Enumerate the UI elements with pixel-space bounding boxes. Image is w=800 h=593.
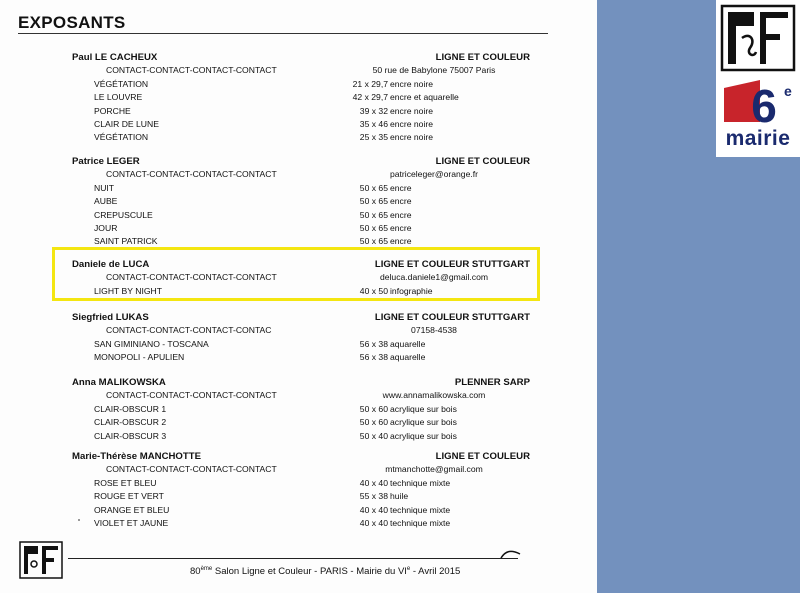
footer-edition-suffix: ème — [200, 566, 213, 572]
exhibitor-header-row — [0, 377, 597, 390]
artwork-title: CLAIR-OBSCUR 3 — [94, 430, 167, 441]
contact-label: CONTACT-CONTACT-CONTACT-CONTACT — [106, 169, 277, 180]
exhibitor-name: Anna MALIKOWSKA — [72, 377, 166, 388]
contact-value: mtmanchotte@gmail.com — [385, 464, 483, 475]
artwork-title: NUIT — [94, 182, 115, 193]
contact-value: patriceleger@orange.fr — [389, 169, 479, 180]
artwork-technique: aquarelle — [390, 338, 426, 349]
artwork-size: 25 x 35 — [359, 132, 388, 143]
page-heading: EXPOSANTS — [18, 13, 126, 32]
contact-value: 50 rue de Babylone 75007 Paris — [372, 65, 496, 76]
exhibitor-association: PLENNER SARP — [454, 377, 530, 388]
artwork-title: CLAIR-OBSCUR 1 — [94, 403, 167, 414]
artwork-size: 50 x 60 — [359, 417, 388, 428]
artwork-technique: encre noire — [390, 118, 433, 129]
artwork-title: VIOLET ET JAUNE — [94, 517, 169, 528]
artwork-size: 56 x 38 — [359, 352, 388, 363]
artwork-row — [0, 404, 597, 417]
exhibitor-header-row — [0, 312, 597, 325]
artwork-size: 40 x 50 — [359, 285, 388, 296]
artwork-technique: encre et aquarelle — [390, 92, 459, 103]
contact-row — [0, 464, 597, 477]
artwork-title: CLAIR DE LUNE — [94, 118, 159, 129]
artwork-title: MONOPOLI - APULIEN — [94, 352, 185, 363]
artwork-title: LIGHT BY NIGHT — [94, 285, 162, 296]
artwork-row — [0, 339, 597, 352]
contact-label: CONTACT-CONTACT-CONTACT-CONTACT — [106, 390, 277, 401]
contact-label: CONTACT-CONTACT-CONTACT-CONTACT — [106, 65, 277, 76]
artwork-row — [0, 431, 597, 444]
contact-row — [0, 65, 597, 78]
artwork-row — [0, 505, 597, 518]
artwork-size: 50 x 65 — [359, 196, 388, 207]
artwork-size: 50 x 60 — [359, 403, 388, 414]
artwork-title: CREPUSCULE — [94, 209, 153, 220]
contact-row — [0, 390, 597, 403]
artwork-size: 39 x 32 — [359, 105, 388, 116]
contact-value: deluca.daniele1@gmail.com — [379, 272, 489, 283]
artwork-size: 56 x 38 — [359, 338, 388, 349]
footer-rule — [68, 558, 518, 559]
contact-label: CONTACT-CONTACT-CONTACT-CONTACT — [106, 464, 277, 475]
artwork-technique: aquarelle — [390, 352, 426, 363]
footer-edition-number: 80 — [190, 566, 201, 578]
artwork-technique: technique mixte — [390, 477, 451, 488]
contact-value: www.annamalikowska.com — [382, 390, 486, 401]
artwork-technique: huile — [390, 491, 409, 502]
contact-label: CONTACT-CONTACT-CONTACT-CONTACT — [106, 272, 277, 283]
exhibitor-name: Marie-Thérèse MANCHOTTE — [72, 451, 202, 462]
artwork-technique: acrylique sur bois — [390, 430, 457, 441]
exhibitor-block — [0, 52, 597, 146]
exhibitor-name: Patrice LEGER — [72, 156, 140, 167]
artwork-technique: technique mixte — [390, 504, 451, 515]
artwork-technique: encre — [390, 209, 412, 220]
artwork-size: 50 x 65 — [359, 222, 388, 233]
sixth-superscript: e — [784, 83, 792, 99]
artwork-title: VÉGÉTATION — [94, 132, 149, 143]
heading-rule — [18, 33, 548, 34]
artwork-technique: infographie — [390, 285, 433, 296]
artwork-size: 40 x 40 — [359, 477, 388, 488]
artwork-title: VÉGÉTATION — [94, 78, 149, 89]
exhibitor-association: LIGNE ET COULEUR STUTTGART — [374, 312, 530, 323]
artwork-size: 35 x 46 — [359, 118, 388, 129]
artwork-size: 40 x 40 — [359, 517, 388, 528]
artwork-technique: acrylique sur bois — [390, 417, 457, 428]
artwork-size: 21 x 29,7 — [352, 78, 388, 89]
artwork-size: 50 x 65 — [359, 236, 388, 247]
artwork-size: 50 x 65 — [359, 209, 388, 220]
exhibitor-association: LIGNE ET COULEUR — [435, 451, 530, 462]
artwork-title: PORCHE — [94, 105, 131, 116]
artwork-title: ROSE ET BLEU — [94, 477, 157, 488]
artwork-technique: encre noire — [390, 105, 433, 116]
sixth-digit: 6 — [751, 80, 777, 126]
contact-row — [0, 169, 597, 182]
exhibitor-name: Paul LE CACHEUX — [72, 52, 158, 63]
exhibitor-header-row — [0, 52, 597, 65]
artwork-technique: acrylique sur bois — [390, 403, 457, 414]
artwork-row — [0, 183, 597, 196]
swash-ornament-icon — [500, 548, 522, 562]
artwork-technique: encre — [390, 236, 412, 247]
exhibitor-name: Daniele de LUCA — [72, 259, 150, 270]
contact-row — [0, 325, 597, 338]
artwork-technique: encre — [390, 196, 412, 207]
footer-caption — [190, 566, 460, 577]
artwork-row — [0, 491, 597, 504]
artwork-row — [0, 518, 597, 531]
exhibitor-header-row — [0, 156, 597, 169]
salon-emblem-icon — [720, 4, 796, 72]
salon-logo-icon — [18, 540, 64, 580]
exhibitor-name: Siegfried LUKAS — [72, 312, 149, 323]
artwork-size: 50 x 40 — [359, 430, 388, 441]
exhibitor-association: LIGNE ET COULEUR — [435, 52, 530, 63]
exhibitor-association: LIGNE ET COULEUR STUTTGART — [374, 259, 530, 270]
artwork-row — [0, 223, 597, 236]
artwork-row — [0, 210, 597, 223]
artwork-technique: encre — [390, 182, 412, 193]
logo-block — [716, 0, 800, 157]
artwork-title: ROUGE ET VERT — [94, 491, 164, 502]
artwork-title: JOUR — [94, 222, 118, 233]
scan-speck — [78, 519, 80, 521]
mairie-label: mairie — [725, 127, 791, 150]
footer-caption-middle: Salon Ligne et Couleur - PARIS - Mairie du VI — [212, 566, 407, 578]
highlight-box — [52, 247, 540, 301]
contact-label: CONTACT-CONTACT-CONTACT-CONTAC — [106, 325, 272, 336]
artwork-technique: encre noire — [390, 132, 433, 143]
artwork-technique: technique mixte — [390, 517, 451, 528]
artwork-row — [0, 79, 597, 92]
artwork-row — [0, 92, 597, 105]
artwork-row — [0, 119, 597, 132]
artwork-title: AUBE — [94, 196, 118, 207]
artwork-row — [0, 417, 597, 430]
artwork-technique: encre noire — [390, 78, 433, 89]
artwork-size: 50 x 65 — [359, 182, 388, 193]
artwork-size: 42 x 29,7 — [352, 92, 388, 103]
artwork-title: LE LOUVRE — [94, 92, 143, 103]
artwork-row — [0, 352, 597, 365]
sixth-arrondissement-icon — [720, 78, 796, 126]
footer-arrondissement-suffix: e — [406, 566, 411, 572]
exhibitor-association: LIGNE ET COULEUR — [435, 156, 530, 167]
exhibitor-header-row — [0, 451, 597, 464]
artwork-row — [0, 106, 597, 119]
footer-caption-end: - Avril 2015 — [410, 566, 461, 578]
artwork-title: CLAIR-OBSCUR 2 — [94, 417, 167, 428]
artwork-technique: encre — [390, 222, 412, 233]
exhibitor-block — [0, 156, 597, 250]
artwork-size: 55 x 38 — [359, 491, 388, 502]
exhibitor-block — [0, 312, 597, 366]
artwork-size: 40 x 40 — [359, 504, 388, 515]
contact-value: 07158-4538 — [411, 325, 457, 336]
artwork-title: ORANGE ET BLEU — [94, 504, 170, 515]
artwork-row — [0, 478, 597, 491]
artwork-title: SAN GIMINIANO - TOSCANA — [94, 338, 209, 349]
artwork-row — [0, 132, 597, 145]
exhibitor-block — [0, 451, 597, 531]
artwork-title: SAINT PATRICK — [94, 236, 158, 247]
exhibitor-block — [0, 377, 597, 444]
artwork-row — [0, 196, 597, 209]
